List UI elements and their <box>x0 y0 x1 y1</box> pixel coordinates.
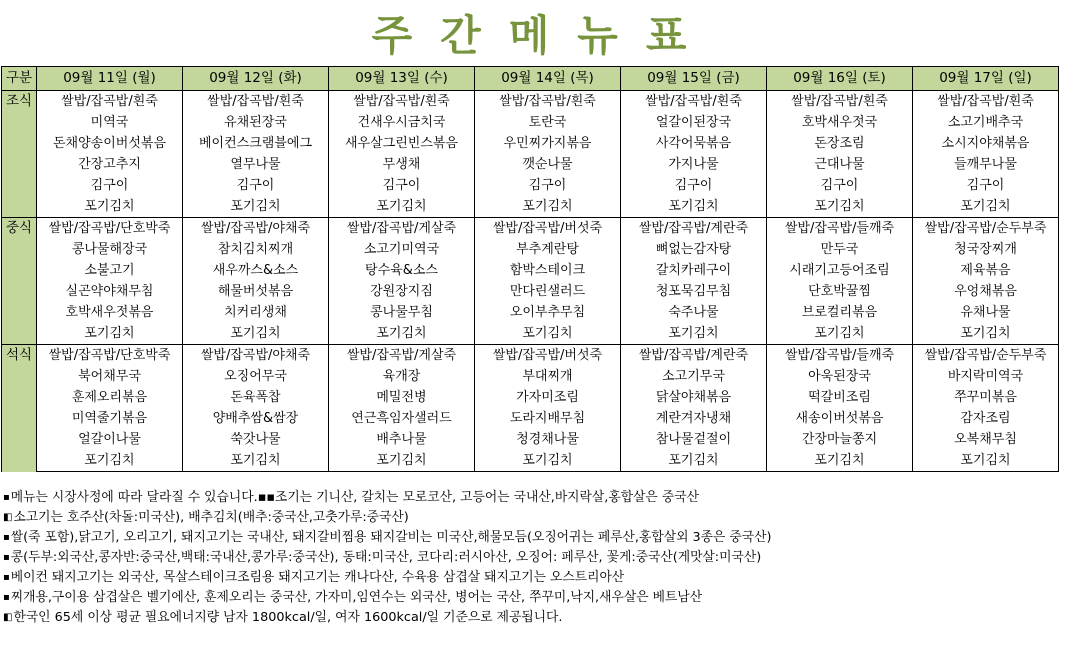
menu-row <box>2 133 1059 154</box>
menu-cell: 새우살그린빈스볶음 <box>329 133 475 154</box>
menu-cell: 포기김치 <box>913 323 1059 345</box>
menu-cell: 포기김치 <box>329 323 475 345</box>
note-text: 한국인 65세 이상 평균 필요에너지량 남자 1800kcal/일, 여자 1600kcal/일 기준으로 제공됩니다. <box>13 610 563 625</box>
menu-cell: 포기김치 <box>183 196 329 218</box>
menu-cell: 포기김치 <box>913 450 1059 472</box>
menu-cell: 쌀밥/잡곡밥/단호박죽 <box>37 345 183 367</box>
menu-cell: 포기김치 <box>329 196 475 218</box>
menu-cell: 호박새우젓볶음 <box>37 302 183 323</box>
menu-cell: 김구이 <box>767 175 913 196</box>
menu-cell: 김구이 <box>475 175 621 196</box>
header-corner: 구분 <box>2 67 37 91</box>
menu-cell: 청국장찌개 <box>913 239 1059 260</box>
menu-cell: 포기김치 <box>767 323 913 345</box>
menu-cell: 포기김치 <box>621 196 767 218</box>
day-header: 09월 15일 (금) <box>621 67 767 91</box>
menu-cell: 만다린샐러드 <box>475 281 621 302</box>
menu-cell: 쌀밥/잡곡밥/흰죽 <box>329 91 475 113</box>
menu-cell: 육개장 <box>329 366 475 387</box>
menu-cell: 바지락미역국 <box>913 366 1059 387</box>
menu-cell: 포기김치 <box>621 323 767 345</box>
menu-body <box>2 91 1059 472</box>
menu-cell: 쌀밥/잡곡밥/흰죽 <box>475 91 621 113</box>
menu-cell: 건새우시금치국 <box>329 112 475 133</box>
menu-cell: 쌀밥/잡곡밥/야채죽 <box>183 218 329 240</box>
bullet-icon: ▪ <box>3 552 10 563</box>
menu-cell: 쌀밥/잡곡밥/단호박죽 <box>37 218 183 240</box>
menu-cell: 포기김치 <box>37 323 183 345</box>
menu-cell: 포기김치 <box>37 450 183 472</box>
menu-cell: 치커리생채 <box>183 302 329 323</box>
menu-cell: 우엉채볶음 <box>913 281 1059 302</box>
bullet-icon: ◧ <box>3 512 13 523</box>
menu-cell: 도라지배무침 <box>475 408 621 429</box>
menu-cell: 포기김치 <box>329 450 475 472</box>
menu-cell: 들깨무나물 <box>913 154 1059 175</box>
menu-row <box>2 112 1059 133</box>
note-line <box>3 568 1063 588</box>
menu-row <box>2 218 1059 240</box>
menu-row <box>2 196 1059 218</box>
menu-cell: 김구이 <box>37 175 183 196</box>
menu-cell: 실곤약야채무침 <box>37 281 183 302</box>
menu-cell: 참치김치찌개 <box>183 239 329 260</box>
menu-cell: 콩나물무침 <box>329 302 475 323</box>
menu-cell: 쌀밥/잡곡밥/순두부죽 <box>913 345 1059 367</box>
menu-cell: 오복채무침 <box>913 429 1059 450</box>
menu-cell: 만두국 <box>767 239 913 260</box>
menu-cell: 쌀밥/잡곡밥/게살죽 <box>329 345 475 367</box>
bullet-icon: ◧ <box>3 612 13 623</box>
menu-cell: 토란국 <box>475 112 621 133</box>
menu-cell: 새송이버섯볶음 <box>767 408 913 429</box>
menu-cell: 쌀밥/잡곡밥/순두부죽 <box>913 218 1059 240</box>
bullet-icon: ▪ <box>3 592 10 603</box>
menu-cell: 돈육폭찹 <box>183 387 329 408</box>
day-header: 09월 14일 (목) <box>475 67 621 91</box>
menu-cell: 유채된장국 <box>183 112 329 133</box>
day-header: 09월 12일 (화) <box>183 67 329 91</box>
menu-cell: 얼갈이나물 <box>37 429 183 450</box>
note-line <box>3 608 1063 628</box>
menu-row <box>2 408 1059 429</box>
menu-row <box>2 260 1059 281</box>
menu-cell: 포기김치 <box>475 323 621 345</box>
menu-cell: 청경채나물 <box>475 429 621 450</box>
menu-cell: 쭈꾸미볶음 <box>913 387 1059 408</box>
menu-row <box>2 302 1059 323</box>
menu-cell: 돈채양송이버섯볶음 <box>37 133 183 154</box>
menu-cell: 소시지야채볶음 <box>913 133 1059 154</box>
menu-cell: 쌀밥/잡곡밥/버섯죽 <box>475 218 621 240</box>
menu-cell: 쌀밥/잡곡밥/계란죽 <box>621 218 767 240</box>
menu-row <box>2 450 1059 472</box>
menu-row <box>2 387 1059 408</box>
menu-cell: 부대찌개 <box>475 366 621 387</box>
note-text: 콩(두부:외국산,콩자반:중국산,백태:국내산,콩가루:중국산), 동태:미국산, 코다리:러시아산, 오징어: 페루산, 꽃게:중국산(게맛살:미국산) <box>10 550 762 565</box>
note-line <box>3 508 1063 528</box>
menu-row <box>2 366 1059 387</box>
menu-cell: 소불고기 <box>37 260 183 281</box>
menu-cell: 가자미조림 <box>475 387 621 408</box>
menu-cell: 간장마늘쫑지 <box>767 429 913 450</box>
menu-cell: 쌀밥/잡곡밥/들깨죽 <box>767 345 913 367</box>
menu-cell: 쌀밥/잡곡밥/야채죽 <box>183 345 329 367</box>
menu-cell: 쌀밥/잡곡밥/흰죽 <box>621 91 767 113</box>
menu-cell: 열무나물 <box>183 154 329 175</box>
menu-cell: 김구이 <box>329 175 475 196</box>
menu-cell: 깻순나물 <box>475 154 621 175</box>
header-row <box>2 67 1059 91</box>
menu-cell: 함박스테이크 <box>475 260 621 281</box>
menu-row <box>2 323 1059 345</box>
menu-row <box>2 281 1059 302</box>
menu-row <box>2 429 1059 450</box>
menu-cell: 김구이 <box>621 175 767 196</box>
note-text: 쌀(죽 포함),닭고기, 오리고기, 돼지고기는 국내산, 돼지갈비찜용 돼지갈비는 미국산,해물모듬(오징어귀는 페루산,홍합살외 3종은 중국산) <box>10 530 772 545</box>
menu-cell: 해물버섯볶음 <box>183 281 329 302</box>
menu-row <box>2 239 1059 260</box>
menu-cell: 근대나물 <box>767 154 913 175</box>
day-header: 09월 13일 (수) <box>329 67 475 91</box>
menu-cell: 포기김치 <box>475 450 621 472</box>
menu-cell: 가지나물 <box>621 154 767 175</box>
menu-cell: 양배추쌈&쌈장 <box>183 408 329 429</box>
menu-cell: 포기김치 <box>37 196 183 218</box>
menu-cell: 무생채 <box>329 154 475 175</box>
menu-cell: 포기김치 <box>913 196 1059 218</box>
menu-cell: 콩나물해장국 <box>37 239 183 260</box>
menu-cell: 포기김치 <box>767 450 913 472</box>
note-line <box>3 528 1063 548</box>
menu-cell: 제육볶음 <box>913 260 1059 281</box>
menu-row <box>2 345 1059 367</box>
menu-cell: 시래기고등어조림 <box>767 260 913 281</box>
menu-cell: 김구이 <box>913 175 1059 196</box>
note-line <box>3 548 1063 568</box>
menu-cell: 강원장지짐 <box>329 281 475 302</box>
note-text: 메뉴는 시장사정에 따라 달라질 수 있습니다.▪▪조기는 기니산, 갈치는 모로코산, 고등어는 국내산,바지락살,홍합살은 중국산 <box>10 490 699 505</box>
menu-cell: 쌀밥/잡곡밥/흰죽 <box>183 91 329 113</box>
menu-cell: 김구이 <box>183 175 329 196</box>
menu-cell: 소고기배추국 <box>913 112 1059 133</box>
menu-cell: 연근흑임자샐러드 <box>329 408 475 429</box>
meal-label: 중식 <box>2 218 37 345</box>
menu-cell: 북어채무국 <box>37 366 183 387</box>
menu-cell: 훈제오리볶음 <box>37 387 183 408</box>
menu-cell: 간장고추지 <box>37 154 183 175</box>
bullet-icon: ▪ <box>3 532 10 543</box>
menu-cell: 포기김치 <box>475 196 621 218</box>
menu-cell: 청포묵김무침 <box>621 281 767 302</box>
menu-cell: 쌀밥/잡곡밥/게살죽 <box>329 218 475 240</box>
menu-cell: 얼갈이된장국 <box>621 112 767 133</box>
menu-cell: 쌀밥/잡곡밥/흰죽 <box>767 91 913 113</box>
menu-cell: 참나물겉절이 <box>621 429 767 450</box>
menu-cell: 미역줄기볶음 <box>37 408 183 429</box>
menu-row <box>2 91 1059 113</box>
weekly-menu-table <box>1 66 1059 472</box>
notes-section <box>3 488 1063 628</box>
menu-cell: 포기김치 <box>183 323 329 345</box>
menu-cell: 숙주나물 <box>621 302 767 323</box>
note-text: 소고기는 호주산(차돌:미국산), 배추김치(배추:중국산,고춧가루:중국산) <box>13 510 409 525</box>
menu-cell: 배추나물 <box>329 429 475 450</box>
menu-row <box>2 154 1059 175</box>
menu-cell: 소고기무국 <box>621 366 767 387</box>
menu-cell: 아욱된장국 <box>767 366 913 387</box>
menu-row <box>2 175 1059 196</box>
menu-cell: 사각어묵볶음 <box>621 133 767 154</box>
menu-cell: 쌀밥/잡곡밥/계란죽 <box>621 345 767 367</box>
menu-cell: 갈치카레구이 <box>621 260 767 281</box>
menu-cell: 베이컨스크램블에그 <box>183 133 329 154</box>
menu-cell: 소고기미역국 <box>329 239 475 260</box>
note-text: 찌개용,구이용 삼겹살은 벨기에산, 훈제오리는 중국산, 가자미,임연수는 외국산, 병어는 국산, 쭈꾸미,낙지,새우살은 베트남산 <box>10 590 703 605</box>
meal-label: 석식 <box>2 345 37 472</box>
menu-cell: 우민찌가지볶음 <box>475 133 621 154</box>
menu-cell: 뼈없는감자탕 <box>621 239 767 260</box>
day-header: 09월 11일 (월) <box>37 67 183 91</box>
note-text: 베이컨 돼지고기는 외국산, 목살스테이크조림용 돼지고기는 캐나다산, 수육용 삼겹살 돼지고기는 오스트리아산 <box>10 570 625 585</box>
menu-cell: 포기김치 <box>767 196 913 218</box>
meal-label: 조식 <box>2 91 37 218</box>
menu-cell: 유채나물 <box>913 302 1059 323</box>
menu-cell: 감자조림 <box>913 408 1059 429</box>
menu-cell: 닭살야채볶음 <box>621 387 767 408</box>
menu-cell: 오이부추무침 <box>475 302 621 323</box>
menu-cell: 포기김치 <box>183 450 329 472</box>
menu-cell: 돈장조림 <box>767 133 913 154</box>
menu-cell: 포기김치 <box>621 450 767 472</box>
menu-cell: 메밀전병 <box>329 387 475 408</box>
menu-cell: 쌀밥/잡곡밥/들깨죽 <box>767 218 913 240</box>
menu-cell: 오징어무국 <box>183 366 329 387</box>
menu-cell: 브로컬리볶음 <box>767 302 913 323</box>
menu-cell: 미역국 <box>37 112 183 133</box>
menu-cell: 호박새우젓국 <box>767 112 913 133</box>
day-header: 09월 17일 (일) <box>913 67 1059 91</box>
bullet-icon: ▪ <box>3 572 10 583</box>
note-line <box>3 588 1063 608</box>
menu-cell: 쌀밥/잡곡밥/버섯죽 <box>475 345 621 367</box>
menu-cell: 탕수육&소스 <box>329 260 475 281</box>
menu-cell: 새우까스&소스 <box>183 260 329 281</box>
bullet-icon: ▪ <box>3 492 10 503</box>
menu-cell: 떡갈비조림 <box>767 387 913 408</box>
menu-cell: 계란겨자냉채 <box>621 408 767 429</box>
menu-cell: 쑥갓나물 <box>183 429 329 450</box>
menu-cell: 쌀밥/잡곡밥/흰죽 <box>913 91 1059 113</box>
menu-cell: 쌀밥/잡곡밥/흰죽 <box>37 91 183 113</box>
menu-cell: 단호박꿀찜 <box>767 281 913 302</box>
day-header: 09월 16일 (토) <box>767 67 913 91</box>
page-title: 주간메뉴표 <box>371 11 715 60</box>
note-line <box>3 488 1063 508</box>
menu-cell: 부추계란탕 <box>475 239 621 260</box>
